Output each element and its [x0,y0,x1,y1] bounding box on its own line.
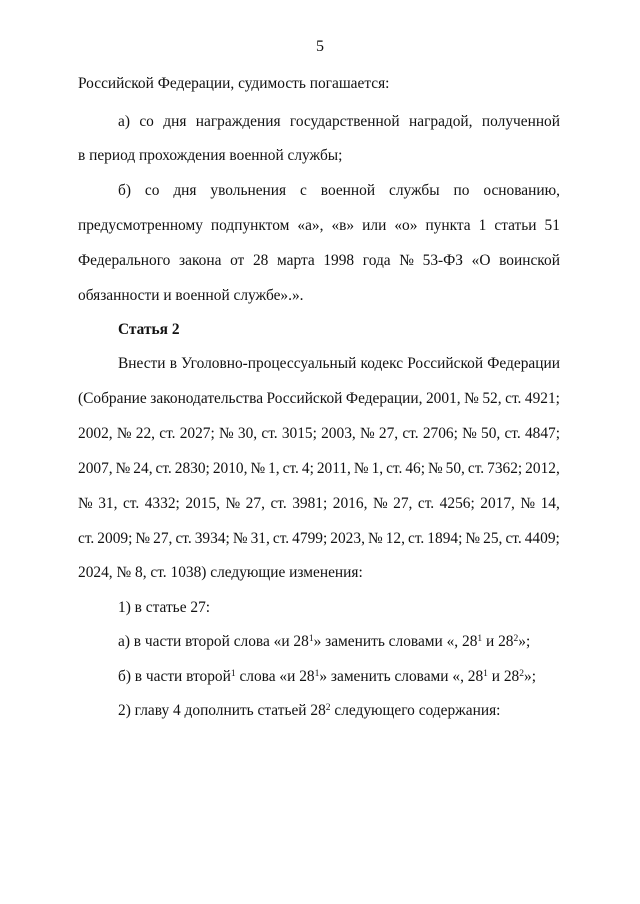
word: 24, [133,460,153,477]
word: ст. [155,460,172,477]
word: 31, [98,495,118,512]
word: 25, [483,530,503,547]
page-number: 5 [316,38,324,55]
word: «о» [394,217,418,234]
word: 50, [481,425,501,442]
word: со [144,182,160,199]
item-b-line-2 [78,216,560,236]
word: 2706; [422,425,458,442]
word: с [300,182,307,199]
amendment-2: 2) главу 4 дополнить статьей $28^2$ следующего содержания: [118,701,501,719]
amendment-1: 1) в статье 27: [118,599,211,616]
word: ст. [282,460,299,477]
word: № [135,530,151,547]
word: (Собрание [78,390,147,407]
item-b-line-4: обязанности и военной службе».». [78,287,304,304]
article-body-line-4 [78,459,560,479]
word: дня [163,113,187,130]
word: ст. [505,390,522,407]
word: ст. [467,460,485,477]
word: ст. [402,425,419,442]
amendment-1a: а) в части второй слова «и $28^1$» заменить словами «, $28^1$ и $28^2$»; [118,632,531,650]
word: 53-ФЗ [422,252,464,269]
word: № [115,460,131,477]
word: № [465,530,481,547]
word: 52, [482,390,502,407]
word: ст. [417,495,435,512]
word: 2015, [185,495,220,512]
item-b-line-3 [78,251,560,271]
word: ст. [386,460,403,477]
word: 2023, [330,530,365,547]
word: закона [179,252,222,269]
word: увольнения [210,182,287,199]
word: № [353,460,369,477]
article-body-line-3 [78,424,560,444]
word: 4332; [144,495,180,512]
word: в [169,355,177,372]
word: 31, [250,530,270,547]
article-body-line-1 [118,354,560,374]
word: предусмотренному [78,217,203,234]
word: ст. [122,495,140,512]
word: 1894; [427,530,463,547]
word: ст. [272,530,290,547]
word: Федерации, [345,390,423,407]
word: № [232,530,248,547]
word: государственной [289,113,400,130]
word: № [218,425,234,442]
item-a-line-2: в период прохождения военной службы; [78,147,343,164]
word: воинской [499,252,560,269]
word: 2001, [425,390,461,407]
word: 27, [378,425,399,442]
word: Российской [266,390,343,407]
word: Уголовно-процессуальный [181,355,357,372]
word: № [427,460,443,477]
word: 2011, [316,460,351,477]
word: 27, [245,495,265,512]
word: 4; [301,460,314,477]
word: № [399,252,414,269]
word: основанию, [483,182,560,199]
word: 4409; [524,530,560,547]
word: 14, [540,495,560,512]
word: 1, [371,460,384,477]
word: № [225,495,241,512]
word: а) [118,113,130,130]
word: ст. [78,530,95,547]
word: законодательства [150,390,264,407]
word: Федерального [78,252,171,269]
word: награждения [195,113,281,130]
word: 51 [544,217,560,234]
word: пункта [425,217,471,234]
word: 4921; [524,390,560,407]
word: от [230,252,245,269]
word: 27, [393,495,413,512]
article-body-line-6 [78,529,560,549]
word: статьи [494,217,537,234]
intro-line: Российской Федерации, судимость погашается: [78,75,390,92]
word: 12, [385,530,405,547]
word: ст. [505,530,522,547]
word: марта [276,252,315,269]
word: 2830; [174,460,210,477]
word: года [362,252,391,269]
word: 7362; [487,460,523,477]
word: 4256; [439,495,475,512]
word: военной [320,182,376,199]
word: 2010, [212,460,248,477]
word: 50, [445,460,465,477]
word: 27, [153,530,173,547]
item-a-line-1 [118,112,560,132]
word: ст. [261,425,278,442]
word: Российской [407,355,484,372]
word: дня [173,182,197,199]
word: полученной [481,113,560,130]
word: 1, [268,460,280,477]
word: 3981; [292,495,328,512]
article-body-line-5 [78,494,560,514]
word: 30, [237,425,258,442]
word: 2003, [321,425,356,442]
word: подпунктом [210,217,290,234]
word: со [139,113,154,130]
word: 2027; [179,425,215,442]
article-heading: Статья 2 [118,321,180,338]
word: 2016, [332,495,368,512]
word: «в» [331,217,355,234]
word: 46; [405,460,425,477]
word: 22, [135,425,156,442]
word: Федерации [487,355,560,372]
item-b-line-1 [118,181,560,201]
word: или [362,217,387,234]
word: службы [388,182,440,199]
word: ст. [175,530,192,547]
word: № [464,390,479,407]
word: № [250,460,266,477]
word: 2012, [525,460,560,477]
word: 1998 [323,252,355,269]
word: 4847; [524,425,560,442]
word: Внести [118,355,166,372]
word: «О [471,252,491,269]
word: № [78,495,93,512]
word: наградой, [409,113,473,130]
word: кодекс [360,355,404,372]
word: ст. [408,530,425,547]
article-body-line-7: 2024, № 8, ст. 1038) следующие изменения: [78,564,363,581]
word: 2007, [78,460,113,477]
word: № [372,495,388,512]
word: № [116,425,132,442]
word: 2002, [78,425,113,442]
word: 2017, [480,495,515,512]
word: 28 [252,252,269,269]
word: «а», [297,217,324,234]
word: по [453,182,470,199]
word: 3015; [281,425,317,442]
amendment-1b: б) в части второй$^1$ слова «и $28^1$» заменить словами «, $28^1$ и $28^2$»; [118,667,536,685]
word: № [367,530,383,547]
word: № [520,495,536,512]
word: б) [118,182,131,199]
word: ст. [159,425,176,442]
article-body-line-2 [78,389,560,409]
word: 1 [478,217,487,234]
word: 4799; [292,530,328,547]
word: 3934; [194,530,230,547]
word: ст. [270,495,287,512]
word: № [359,425,375,442]
word: 2009; [97,530,133,547]
word: № [462,425,477,442]
word: ст. [504,425,521,442]
